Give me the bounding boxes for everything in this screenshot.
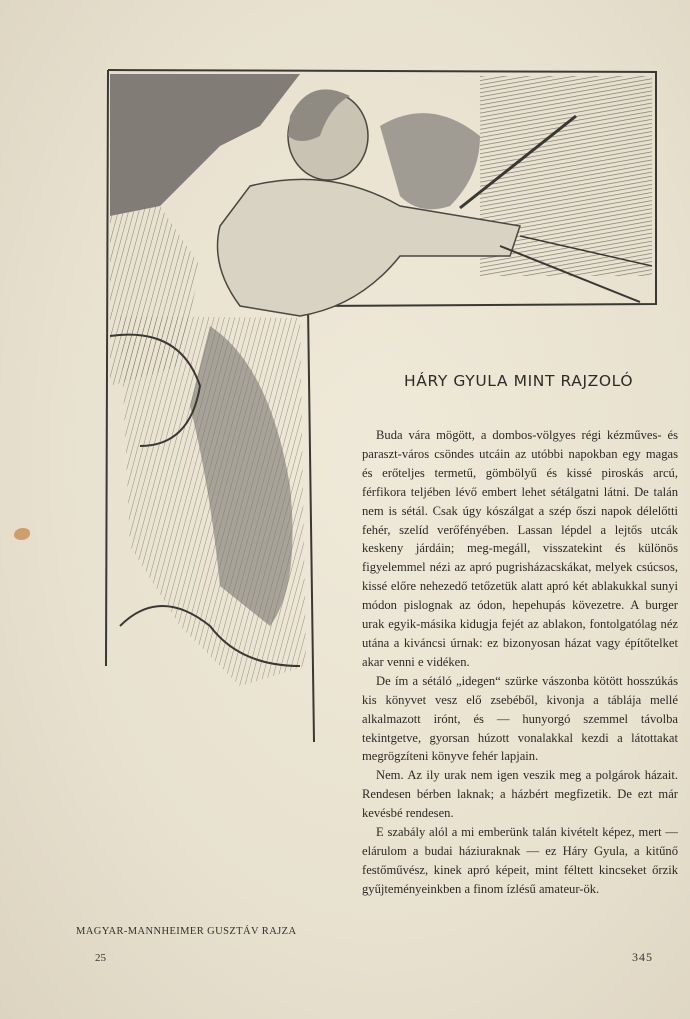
- article-paragraph-1: Buda vára mögött, a dombos-völgyes régi kézműves- és paraszt-város csöndes utcáin az utóbbi napokban egy magas és erőteljes termetű, gömbölyű és kissé piroskás arcú, férfikora teljében lévő embert lehet sétálgatni látni. De talán nem is sétál. Csak úgy kószálgat a szép őszi napok délelőtti fehér, szelíd verőfényében. Lassan lépdel a lejtős utcák keskeny járdáin; meg-megáll, visszatekint és különös figyelemmel nézi az apró pugrisházacskákat, melyek csúcsos, kissé előre nehezedő tetőzetük alatt apró két ablakukkal sunyi módon pislognak az ódon, hepehupás kövezetre. A burger urak egyik-másika kidugja fejét az ablakon, fontolgatólag néz utána a kiváncsi úrnak: ez bizonyosan házat vagy építőtelket akar venni e vidéken.: [362, 428, 678, 669]
- signature-number: 25: [95, 952, 106, 964]
- illustration-caption: MAGYAR-MANNHEIMER GUSZTÁV RAJZA: [76, 926, 297, 937]
- article-body: [362, 426, 678, 899]
- article-paragraph-3: Nem. Az ily urak nem igen veszik meg a polgárok házait. Rendesen bérben laknak; a házbért megfizetik. De ezt már kevésbé rendesen.: [362, 768, 678, 821]
- paper-stain: [14, 528, 30, 540]
- article-paragraph-4: E szabály alól a mi emberünk talán kivételt képez, mert — elárulom a budai háziuraknak — ez Háry Gyula, a kitűnő festőművész, kinek apró képeit, mint féltett kincseket őrzik gyűjteményeinkben a finom ízlésű amateur-ök.: [362, 825, 678, 896]
- article-title: HÁRY GYULA MINT RAJZOLÓ: [404, 372, 634, 390]
- page-number: 345: [632, 950, 653, 964]
- article-paragraph-2: De ím a sétáló „idegen“ szürke vászonba kötött hosszúkás kis könyvet vesz elő zsebéből, kivonja a táblája mellé alkalmazott irónt, és — hunyorgó szemmel távolba tekintgetve, gyorsan húzott vonalakkal kezdi a látottakat megrögzíteni könyve fehér lapjain.: [362, 673, 678, 764]
